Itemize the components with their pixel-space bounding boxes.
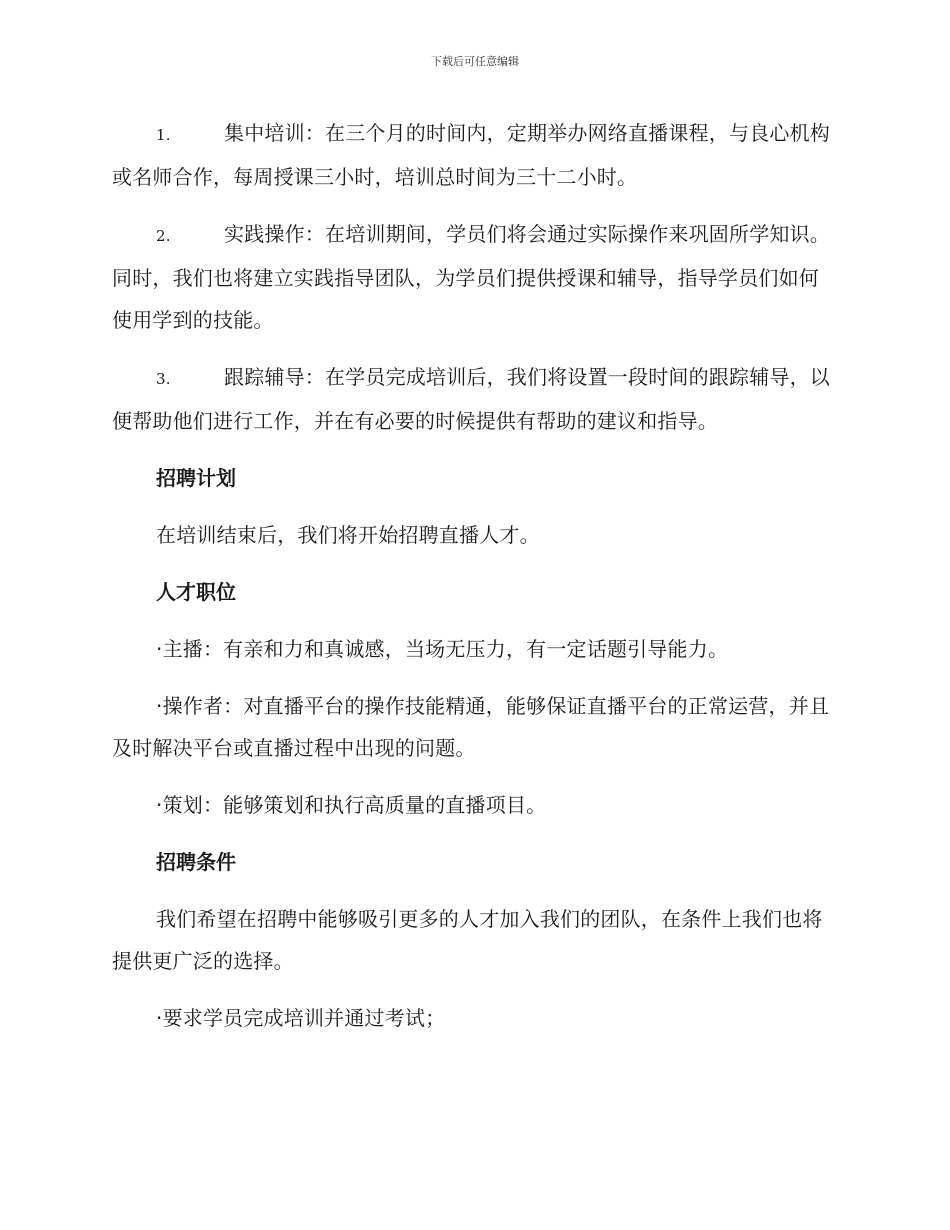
position-item-anchor [112, 628, 832, 670]
position-item-text: 主播：有亲和力和真诚感，当场无压力，有一定话题引导能力。 [162, 637, 729, 661]
position-item-planner [112, 784, 832, 826]
position-item-text: 操作者：对直播平台的操作技能精通，能够保证直播平台的正常运营，并且及时解决平台或直播过程中出现的问题。 [112, 694, 830, 760]
document-body [112, 112, 832, 1039]
conditions-text: 我们希望在招聘中能够吸引更多的人才加入我们的团队，在条件上我们也将提供更广泛的选择。 [112, 907, 823, 973]
section-heading-recruit-plan: 招聘计划 [156, 466, 236, 490]
numbered-item-2 [112, 213, 832, 341]
item-text: 跟踪辅导：在学员完成培训后，我们将设置一段时间的跟踪辅导，以便帮助他们进行工作，并在有必要的时候提供有帮助的建议和指导。 [112, 365, 830, 433]
bullet-icon: · [156, 694, 163, 718]
bullet-icon: · [156, 793, 163, 817]
item-number: 2. [156, 227, 171, 245]
header-note: 下载后可任意编辑 [431, 55, 519, 68]
bullet-icon: · [156, 1006, 163, 1030]
item-text: 实践操作：在培训期间，学员们将会通过实际操作来巩固所学知识。同时，我们也将建立实践指导团队，为学员们提供授课和辅导，指导学员们如何使用学到的技能。 [112, 222, 830, 332]
item-text: 集中培训：在三个月的时间内，定期举办网络直播课程，与良心机构或名师合作，每周授课三小时，培训总时间为三十二小时。 [112, 121, 830, 189]
item-number: 1. [156, 126, 171, 144]
position-item-operator [112, 685, 832, 769]
numbered-item-3 [112, 356, 832, 442]
bullet-icon: · [156, 637, 163, 661]
position-item-text: 策划：能够策划和执行高质量的直播项目。 [162, 793, 547, 817]
section-heading-conditions: 招聘条件 [156, 850, 236, 874]
section-heading-positions: 人才职位 [156, 580, 236, 604]
condition-item-1 [112, 997, 832, 1039]
recruit-plan-text: 在培训结束后，我们将开始招聘直播人才。 [156, 523, 540, 547]
numbered-item-1 [112, 112, 832, 198]
condition-item-text: 要求学员完成培训并通过考试； [162, 1006, 446, 1030]
item-number: 3. [156, 370, 171, 388]
